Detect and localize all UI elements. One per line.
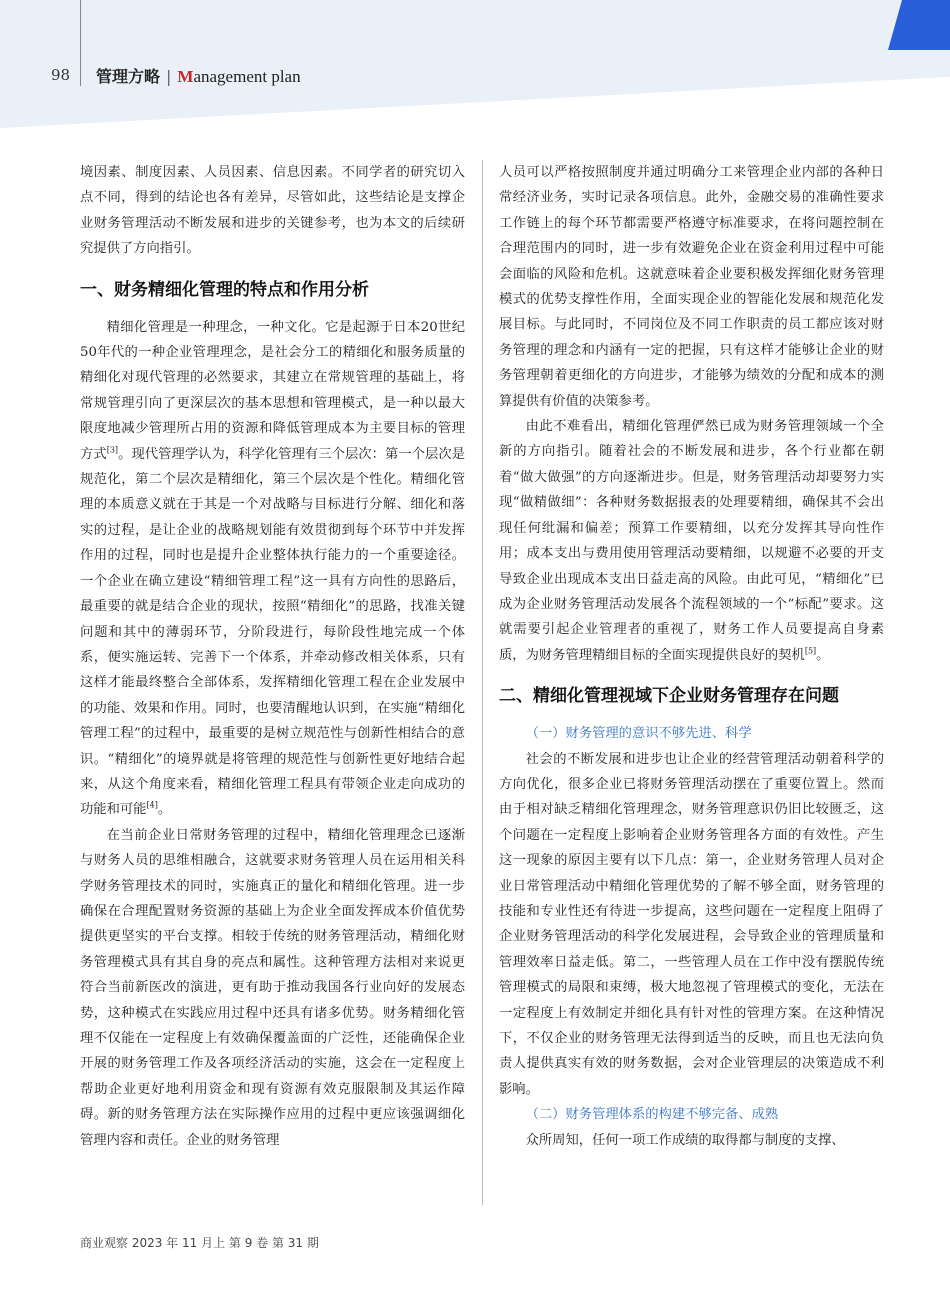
section-heading-1: 一、财务精细化管理的特点和作用分析 [80, 279, 369, 300]
paragraph-text: 。现代管理学认为，科学化管理有三个层次：第一个层次是规范化，第二个层次是精细化，第三个层次是个性化。精细化管理的本质意义就在于其是一个对战略与目标进行分解、细化和落实的过程，是让企业的战略规划能有效贯彻到每个环节中并发挥作用的过程，同时也是提升企业整体执行能力的一个重要途径。一个企业在确立建设“精细管理工程”这一具有方向性的思路后，最重要的就是结合企业的现状，按照“精细化”的思路，找准关键问题和其中的薄弱环节，分阶段进行，每阶段性地完成一个体系，便实施运转、完善下一个体系，并牵动修改相关体系，只有这样才能最终整合全部体系，发挥精细化管理工程在企业发展中的功能、效果和作用。同时，也要清醒地认识到，在实施“精细化管理工程”的过程中，最重要的是树立规范性与创新性相结合的意识。“精细化”的境界就是将管理的规范性与创新性更好地结合起来，从这个角度来看，精细化管理工程具有带领企业走向成功的功能和可能 [80, 446, 466, 818]
paragraph-direction-guidance [499, 414, 884, 668]
paragraph-text: 。 [157, 802, 172, 818]
citation-ref: [4] [146, 800, 158, 810]
section-title-en: anagement plan [193, 67, 301, 86]
paragraph-text: 。 [816, 647, 830, 663]
paragraph-continued: 境因素、制度因素、人员因素、信息因素。不同学者的研究切入点不同，得到的结论也各有差异，尽管如此，这些结论是支撑企业财务管理活动不断发展和进步的关键参考，也为本文的后续研究提供了方向指引。 [80, 165, 465, 257]
left-column [80, 160, 465, 1153]
paragraph-text: 由此不难看出，精细化管理俨然已成为财务管理领域一个全新的方向指引。随着社会的不断发展和进步，各个行业都在朝着“做大做强”的方向逐渐进步。但是，财务管理活动却要努力实现“做精做细”：各种财务数据报表的处理要精细，确保其不会出现任何纰漏和偏差；预算工作要精细，以充分发挥其导向性作用；成本支出与费用使用管理活动要精细，以规避不必要的开支导致企业出现成本支出日益走高的风险。由此可见，“精细化”已成为企业财务管理活动发展各个流程领域的一个“标配”要求。这就需要引起企业管理者的重视了，财务工作人员要提高自身素质，为财务管理精细目标的全面实现提供良好的契机 [499, 419, 884, 663]
section-title-en-initial: M [177, 67, 194, 86]
column-divider [482, 160, 483, 1205]
paragraph-continued: 人员可以严格按照制度并通过明确分工来管理企业内部的各种日常经济业务，实时记录各项信息。此外，金融交易的准确性要求工作链上的每个环节都需要严格遵守标准要求，在将问题控制在合理范围内的同时，进一步有效避免企业在资金利用过程中可能会面临的风险和危机。这就意味着企业要积极发挥细化财务管理模式的优势支撑性作用，全面实现企业的智能化发展和规范化发展目标。与此同时，不同岗位及不同工作职责的员工都应该对财务管理的理念和内涵有一定的把握，只有这样才能够让企业的财务管理朝着更细化的方向进步，才能够为绩效的分配和成本的测算提供有价值的决策参考。 [499, 165, 884, 409]
footer-journal-info: 商业观察 2023 年 11 月上 第 9 卷 第 31 期 [80, 1236, 319, 1250]
right-column [499, 160, 884, 1153]
paragraph-lean-management-definition [80, 315, 465, 823]
subsection-heading-1: （一）财务管理的意识不够先进、科学 [525, 726, 752, 742]
paragraph-awareness-issues: 社会的不断发展和进步也让企业的经营管理活动朝着科学的方向优化，很多企业已将财务管理活动摆在了重要位置上。然而由于相对缺乏精细化管理理念，财务管理意识仍旧比较匮乏，这个问题在一定程度上影响着企业财务管理各方面的有效性。产生这一现象的原因主要有以下几点：第一，企业财务管理人员对企业日常管理活动中精细化管理优势的了解不够全面，财务管理的技能和专业性还有待进一步提高，这些问题在一定程度上阻碍了企业财务管理活动的科学化发展进程，会导致企业的管理质量和管理效率日益走低。第二，一些管理人员在工作中没有摆脱传统管理模式的局限和束缚，极大地忽视了管理模式的变化，无法在一定程度上有效制定并细化具有针对性的管理方案。在这种情况下，不仅企业的财务管理无法得到适当的反映，而且也无法向负责人提供真实有效的财务数据，会对企业管理层的决策造成不利影响。 [499, 751, 884, 1097]
header-vertical-rule [80, 0, 81, 86]
citation-ref: [3] [106, 445, 119, 455]
section-separator: | [166, 67, 172, 86]
page-number: 98 [51, 66, 71, 84]
paragraph-system-issues: 众所周知，任何一项工作成绩的取得都与制度的支撑、 [525, 1132, 845, 1148]
running-head [96, 64, 301, 87]
section-heading-2: 二、精细化管理视域下企业财务管理存在问题 [499, 686, 839, 707]
citation-ref: [5] [804, 646, 817, 656]
paragraph-text: 精细化管理是一种理念，一种文化。它是起源于日本20世纪50年代的一种企业管理理念，是社会分工的精细化和服务质量的精细化对现代管理的必然要求，其建立在常规管理的基础上，将常规管理引向了更深层次的基本思想和管理模式，是一种以最大限度地减少管理所占用的资源和降低管理成本为主要目标的管理方式 [80, 319, 465, 462]
paragraph-daily-financial-management: 在当前企业日常财务管理的过程中，精细化管理理念已逐渐与财务人员的思维相融合，这就要求财务管理人员在运用相关科学财务管理技术的同时，实施真正的量化和精细化管理。进一步确保在合理配置财务资源的基础上为企业全面发挥成本价值优势提供更坚实的平台支撑。相较于传统的财务管理活动，精细化财务管理模式具有其自身的亮点和属性。这种管理方法相对来说更符合当前新医改的演进，更有助于推动我国各行业向好的发展态势，这种模式在实践应用过程中还具有诸多优势。财务精细化管理不仅能在一定程度上有效确保覆盖面的广泛性，还能确保企业开展的财务管理工作及各项经济活动的实施，这会在一定程度上帮助企业更好地利用资金和现有资源有效克服限制及其运作障碍。新的财务管理方法在实际操作应用的过程中更应该强调细化管理内容和责任。企业的财务管理 [80, 827, 465, 1148]
subsection-heading-2: （二）财务管理体系的构建不够完备、成熟 [525, 1107, 779, 1123]
section-title-cn: 管理方略 [96, 67, 161, 86]
